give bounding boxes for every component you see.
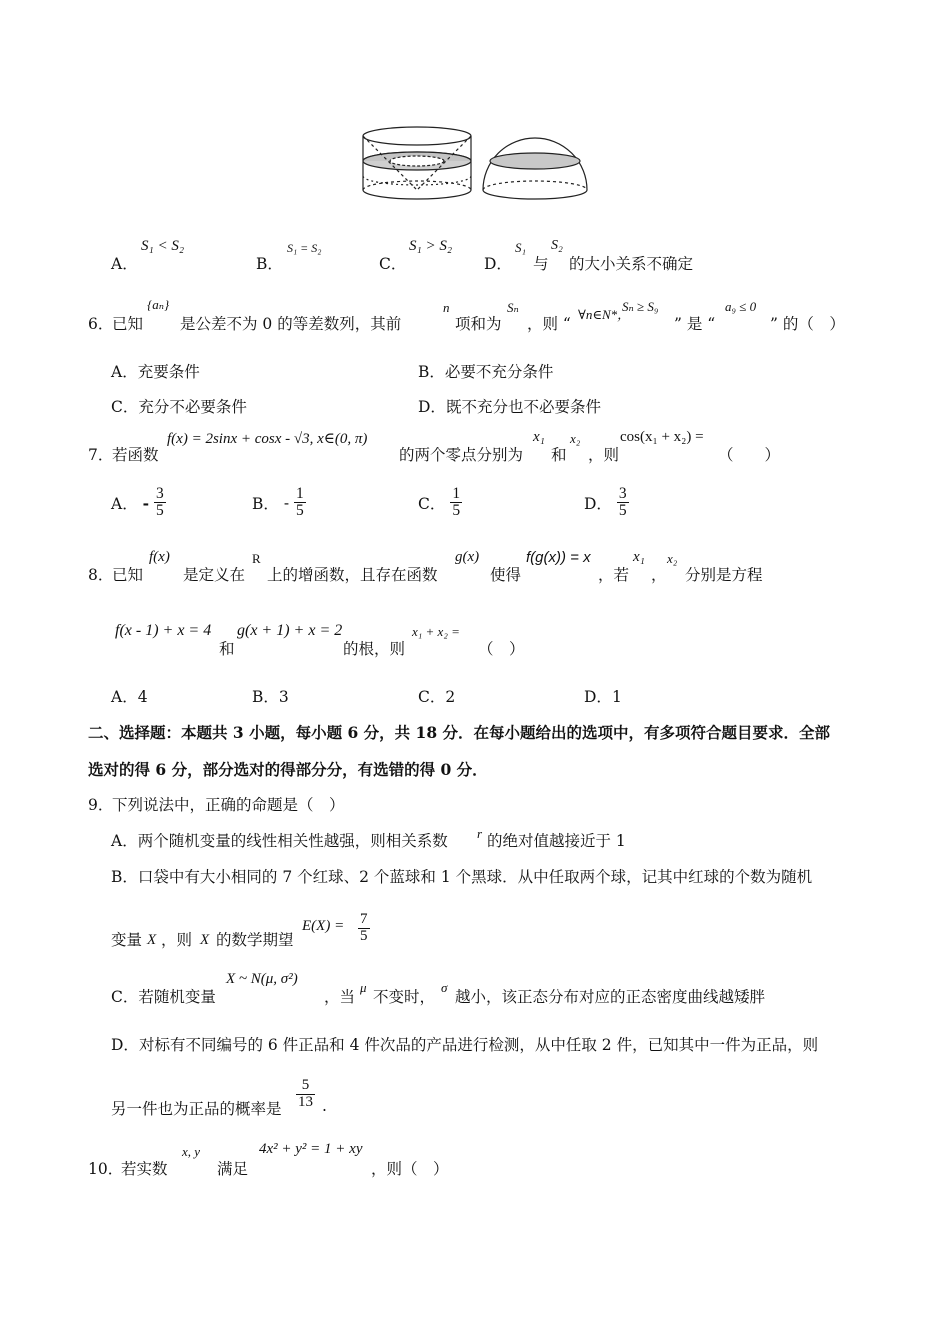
q6-option-a[interactable]: A．充要条件 [111,363,200,381]
q8-text-2: 是定义在 [183,566,246,584]
option-sign: - [142,493,150,513]
q7-text-4: （ ） [718,446,781,464]
q7-option-c[interactable]: C． $\frac{1}{5}$ [418,485,461,520]
q5-option-d-math-b: S₂ [551,238,563,253]
q9-option-c[interactable]: C．若随机变量 [111,988,216,1006]
q8-option-a[interactable]: A．4 [111,688,148,706]
q9-option-b-text-3: 的数学期望 [216,931,294,949]
q6-option-b[interactable]: B．必要不充分条件 [418,363,554,381]
q6-sequence: {aₙ} [147,297,170,312]
q8-sum: x₁ + x₂ = [412,624,460,639]
q6-n: n [443,300,450,315]
geometry-figure [355,118,595,202]
q6-number: 6． [88,315,114,333]
q7-text-3: ，则 [588,446,620,464]
q9-option-b-X: X [147,932,157,948]
option-label: A． [111,255,138,273]
option-sign: - [283,493,290,512]
q5-option-b[interactable] [256,252,283,274]
q5-option-b-math: S₁ = S₂ [287,241,322,255]
q5-option-a[interactable] [111,252,138,274]
q8-text-3: 上的增函数，且存在函数 [267,566,438,584]
q9-number: 9． [88,796,114,814]
q6-text-1: 已知 [112,315,144,333]
option-text: 必要不充分条件 [444,363,554,381]
q8-option-d[interactable]: D．1 [584,688,622,706]
q9-option-b-text-2: ，则 [161,931,193,949]
q6-condition: ∀n∈N*， [578,307,631,322]
q9-option-b-fraction: $\frac{7}{5}$ [360,911,368,944]
option-fraction: $\frac{3}{5}$ [618,485,627,520]
option-text: 充要条件 [137,363,200,381]
q9-option-c-distribution: X ~ N(μ, σ²) [226,971,298,987]
q8-text-1: 已知 [112,566,144,584]
q8-text-4: 使得 [490,566,522,584]
q7-and: 和 [551,446,567,464]
q9-option-c-text-3: 不变时， [373,988,436,1006]
q9-option-c-sigma: σ [441,980,448,995]
q5-option-d-math-a: S₁ [515,240,527,255]
option-text: 2 [445,688,456,706]
q8-and: 和 [219,640,235,658]
section-2-header-line-2: 选对的得 6 分，部分选对的得部分分，有选错的得 0 分． [88,760,488,779]
q5-option-d-mid: 与 [533,255,549,273]
q9-stem: 下列说法中，正确的命题是（ ） [112,796,345,814]
q7-option-a[interactable]: A． - $\frac{3}{5}$ [111,485,164,520]
q10-text-3: ，则（ ） [371,1160,449,1178]
q7-expression: cos(x₁ + x₂) = [620,429,704,445]
q9-option-a-text-2: 的绝对值越接近于 1 [487,832,626,850]
option-fraction: $\frac{3}{5}$ [156,485,164,520]
q9-option-b[interactable]: B．口袋中有大小相同的 7 个红球、2 个蓝球和 1 个黑球．从中任取两个球，记其中红球的个数为随机 [111,868,813,886]
q9-option-b-X-2: X [200,932,210,948]
q5-option-a-math: S₁ < S₂ [141,238,185,254]
q5-option-d[interactable] [484,252,512,274]
q10-vars: x, y [182,1144,201,1159]
q8-option-c[interactable]: C．2 [418,688,456,706]
q6-text-4: ，则 “ [527,315,571,333]
q9-option-d-text-1: 另一件也为正品的概率是 [111,1100,282,1118]
q6-text-3: 项和为 [455,315,502,333]
q5-option-c[interactable] [379,252,406,274]
q10-text-2: 满足 [217,1160,249,1178]
q7-text-1: 若函数 [112,446,159,464]
q8-equation-2: g(x + 1) + x = 2 [237,622,343,639]
q6-text-6: ” 的（ ） [770,315,845,333]
q7-x2: x₂ [570,431,581,446]
option-text: 4 [137,688,148,706]
q5-option-c-math: S₁ > S₂ [409,238,453,254]
option-text: 充分不必要条件 [138,398,247,416]
q10-text-1: 若实数 [121,1160,168,1178]
q8-x2: x₂ [667,551,678,566]
q6-condition-3: a₉ ≤ 0 [725,299,757,314]
q7-option-d[interactable]: D． $\frac{3}{5}$ [584,485,627,520]
option-fraction: $\frac{1}{5}$ [296,485,304,520]
q6-text-5: ” 是 “ [674,315,716,333]
q8-x1: x₁ [633,549,645,565]
q8-fx: f(x) [149,549,170,565]
q7-option-b[interactable]: B． - $\frac{1}{5}$ [252,485,304,520]
q8-text-6: 分别是方程 [685,566,763,584]
option-text: 3 [278,688,289,706]
option-text: 既不充分也不必要条件 [445,398,601,416]
q7-text-2: 的两个零点分别为 [399,446,524,464]
q9-option-c-text-2: ，当 [324,988,356,1006]
option-label: C． [379,255,407,273]
q8-R: R [252,551,261,566]
option-label: B． [256,255,283,273]
q6-text-2: 是公差不为 0 的等差数列，其前 [180,315,402,333]
q9-option-a[interactable]: A．两个随机变量的线性相关性越强，则相关系数 [111,832,448,850]
q8-number: 8． [88,566,114,584]
q6-option-c[interactable]: C．充分不必要条件 [111,398,247,416]
q7-number: 7． [88,446,114,464]
q7-x1: x₁ [533,429,545,445]
q10-number: 10． [88,1160,124,1178]
q8-composition: f(g(x)) = x [526,549,591,566]
q9-option-c-text-4: 越小，该正态分布对应的正态密度曲线越矮胖 [455,988,766,1006]
q9-option-b-E: E(X) = [302,918,345,934]
q8-option-b[interactable]: B．3 [252,688,289,706]
q9-option-d[interactable]: D．对标有不同编号的 6 件正品和 4 件次品的产品进行检测，从中任取 2 件，已知其中一件为正品，则 [111,1036,819,1054]
option-fraction: $\frac{1}{5}$ [452,485,461,520]
q8-text-5: ，若 [598,566,630,584]
q10-equation: 4x² + y² = 1 + xy [259,1141,363,1157]
q8-text-7: 的根，则 [343,640,406,658]
q8-text-8: （ ） [478,640,525,658]
q8-comma: ， [651,566,667,584]
q8-equation-1: f(x - 1) + x = 4 [115,622,212,639]
q6-option-d[interactable]: D．既不充分也不必要条件 [418,398,601,416]
q7-function: f(x) = 2sinx + cosx - √3, x∈(0, π) [167,431,368,447]
q9-option-a-r: r [477,826,483,841]
q6-sn: Sₙ [507,300,519,315]
q9-option-d-end: . [322,1097,327,1115]
q9-option-c-mu: μ [360,980,367,995]
section-2-header-line-1: 二、选择题：本题共 3 小题，每小题 6 分，共 18 分．在每小题给出的选项中，有多项符合题目要求．全部 [88,723,831,742]
option-text: 1 [611,688,622,706]
option-label: D． [484,255,512,273]
q9-option-d-fraction: $\frac{5}{13}$ [298,1077,313,1110]
q8-gx: g(x) [455,549,480,565]
q6-condition-2: Sₙ ≥ S₉ [622,299,659,314]
q5-option-d-text: 的大小关系不确定 [569,255,694,273]
q9-option-b-text-1: 变量 [111,931,143,949]
